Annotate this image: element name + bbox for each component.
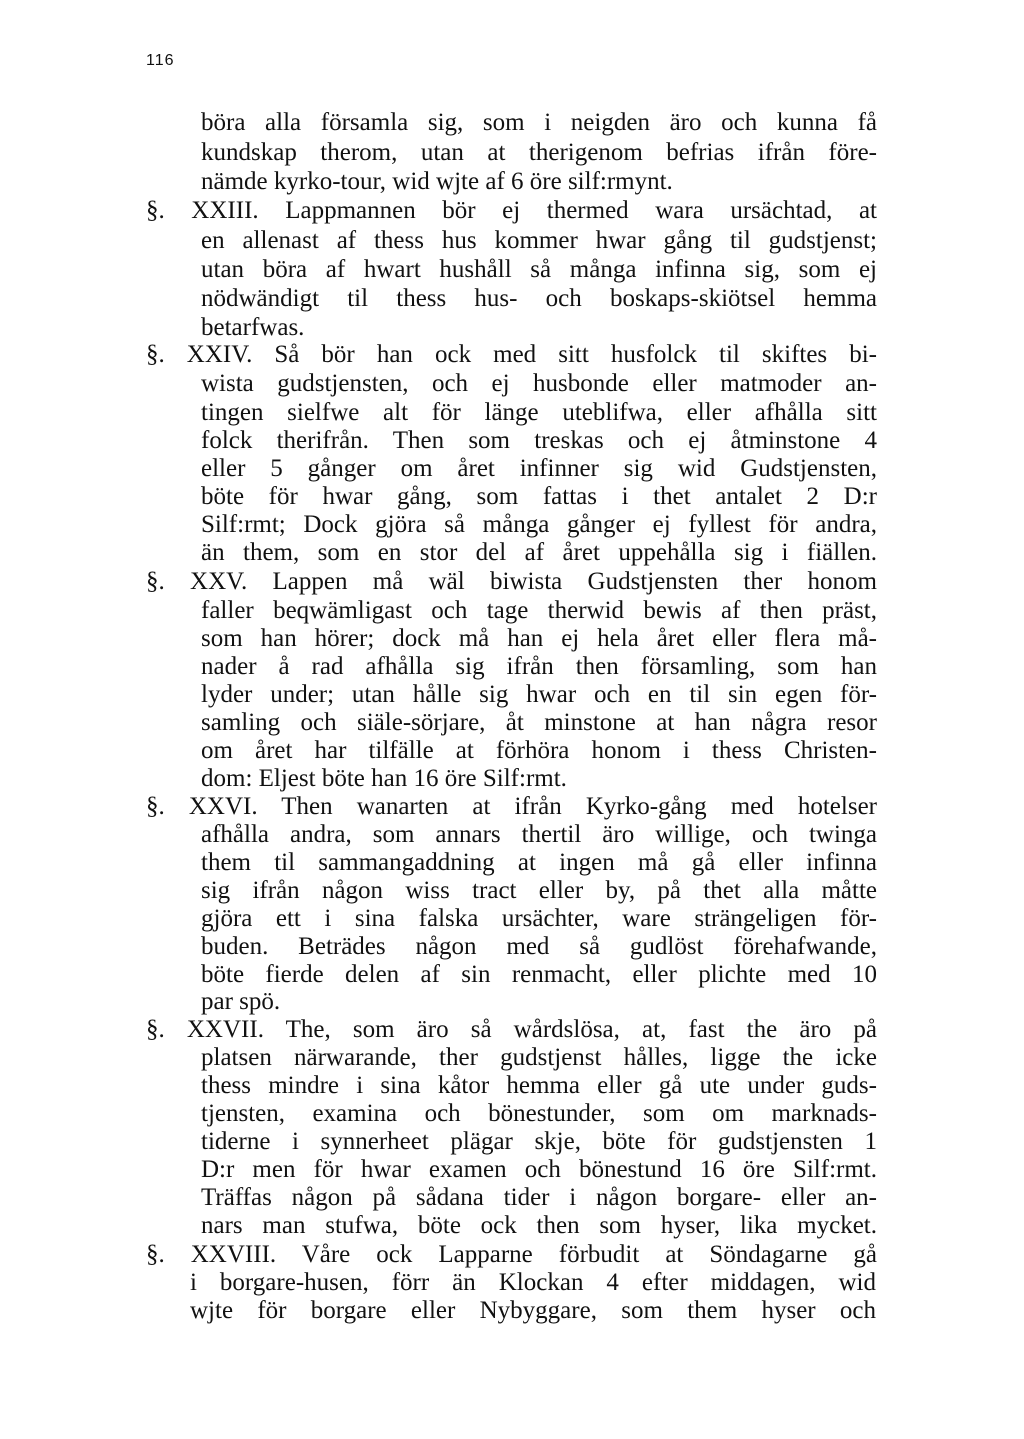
text-line: böra alla församla sig, som i neigden äro och kunna få [201,109,877,136]
section-heading-line: §. XXIII. Lappmannen bör ej thermed wara ursächtad, at [146,197,877,224]
text-line: wista gudstjensten, och ej husbonde eller matmoder an- [201,370,877,397]
text-line: dom: Eljest böte han 16 öre Silf:rmt. [201,765,567,792]
text-line: tjensten, examina och bönestunder, som om marknads- [201,1100,877,1127]
text-line: faller beqwämligast och tage therwid bewis af then präst, [201,597,877,624]
text-line: än them, som en stor del af året uppehålla sig i fiällen. [201,539,877,566]
section-heading-line: §. XXIV. Så bör han ock med sitt husfolck til skiftes bi- [146,341,877,368]
text-line: wjte för borgare eller Nybyggare, som them hyser och [190,1297,876,1324]
text-line: D:r men för hwar examen och bönestund 16 öre Silf:rmt. [201,1156,877,1183]
text-line: nämde kyrko-tour, wid wjte af 6 öre silf:rmynt. [201,168,673,195]
text-line: om året har tilfälle at förhöra honom i thess Christen- [201,737,877,764]
text-line: eller 5 gånger om året infinner sig wid Gudstjensten, [201,455,877,482]
text-line: nödwändigt til thess hus- och boskaps-skiötsel hemma [201,285,877,312]
text-line: i borgare-husen, förr än Klockan 4 efter middagen, wid [190,1269,876,1296]
section-heading-line: §. XXV. Lappen må wäl biwista Gudstjensten ther honom [146,568,877,595]
text-line: kundskap therom, utan at therigenom befrias ifrån före- [201,139,877,166]
section-heading-line: §. XXVI. Then wanarten at ifrån Kyrko-gång med hotelser [146,793,877,820]
text-line: sig ifrån någon wiss tract eller by, på thet alla måtte [201,877,877,904]
text-line: lyder under; utan hålle sig hwar och en til sin egen för- [201,681,877,708]
text-line: afhålla andra, som annars thertil äro willige, och twinga [201,821,877,848]
text-line: böte för hwar gång, som fattas i thet antalet 2 D:r [201,483,877,510]
text-line: platsen närwarande, ther gudstjenst hålles, ligge the icke [201,1044,877,1071]
text-line: utan böra af hwart hushåll så många infinna sig, som ej [201,256,877,283]
text-line: tingen sielfwe alt för länge uteblifwa, eller afhålla sitt [201,399,877,426]
text-line: Träffas någon på sådana tider i någon borgare- eller an- [201,1184,877,1211]
text-line: en allenast af thess hus kommer hwar gång til gudstjenst; [201,227,877,254]
text-line: buden. Beträdes någon med så gudlöst förehafwande, [201,933,877,960]
text-line: som han hörer; dock må han ej hela året eller flera må- [201,625,877,652]
text-line: böte fierde delen af sin renmacht, eller plichte med 10 [201,961,877,988]
section-heading-line: §. XXVII. The, som äro så wårdslösa, at, fast the äro på [146,1016,877,1043]
text-line: nader å rad afhålla sig ifrån then församling, som han [201,653,877,680]
text-line: folck therifrån. Then som treskas och ej åtminstone 4 [201,427,877,454]
text-line: samling och siäle-sörjare, åt minstone at han några resor [201,709,877,736]
text-line: nars man stufwa, böte ock then som hyser, lika mycket. [201,1212,877,1239]
text-line: them til sammangaddning at ingen må gå eller infinna [201,849,877,876]
text-line: Silf:rmt; Dock gjöra så många gånger ej fyllest för andra, [201,511,877,538]
page-number: 116 [146,52,175,69]
text-line: thess mindre i sina kåtor hemma eller gå ute under guds- [201,1072,877,1099]
text-line: par spö. [201,988,281,1015]
section-heading-line: §. XXVIII. Våre ock Lapparne förbudit at Söndagarne gå [146,1241,877,1268]
text-line: gjöra ett i sina falska ursächter, ware strängeligen för- [201,905,877,932]
text-line: tiderne i synnerheet plägar skje, böte för gudstjensten 1 [201,1128,877,1155]
text-line: betarfwas. [201,314,305,341]
